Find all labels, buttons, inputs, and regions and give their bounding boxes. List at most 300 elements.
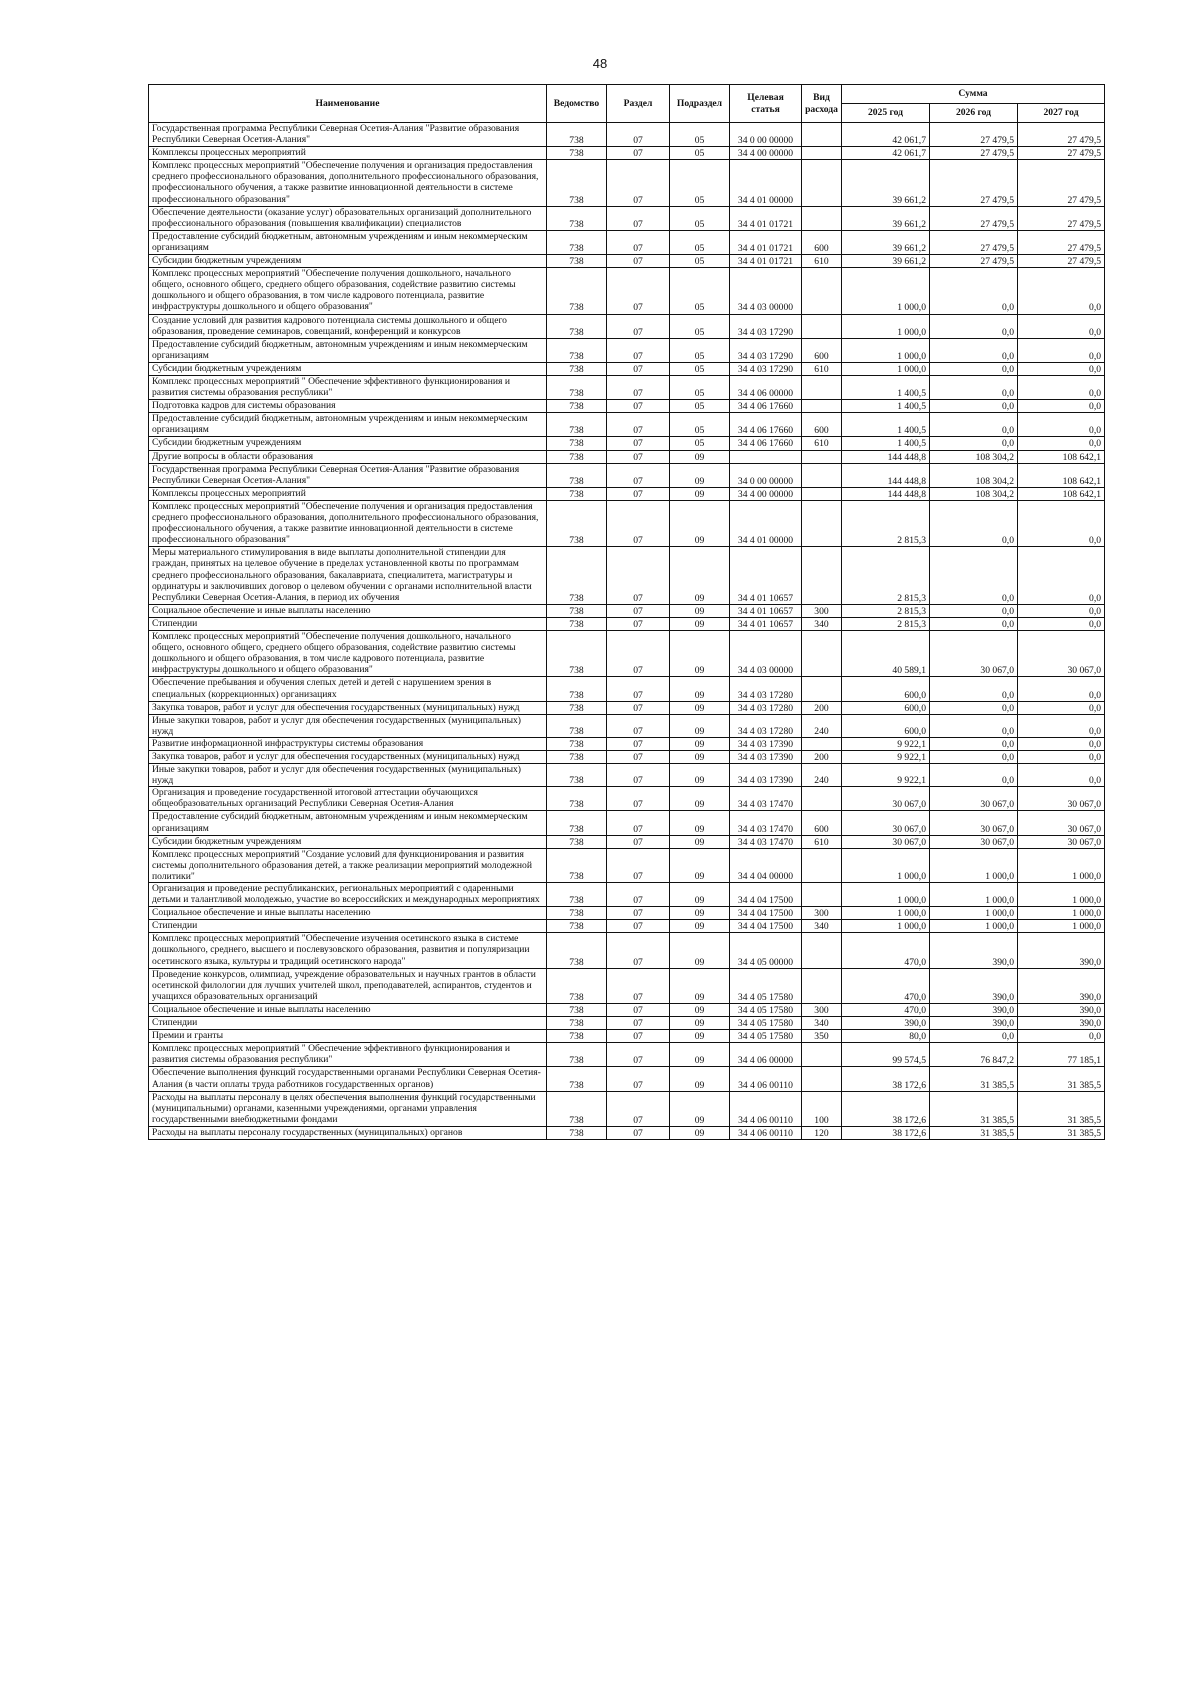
- cell-2027: 0,0: [1018, 338, 1105, 362]
- cell-subsection: 09: [670, 677, 730, 701]
- cell-type: [802, 737, 842, 750]
- cell-type: [802, 450, 842, 463]
- cell-2025: 39 661,2: [842, 206, 930, 230]
- table-row: [149, 437, 1105, 450]
- cell-ministry: 738: [547, 907, 607, 920]
- cell-2027: 0,0: [1018, 547, 1105, 605]
- cell-2026: 0,0: [930, 1030, 1018, 1043]
- cell-2025: 30 067,0: [842, 811, 930, 835]
- cell-2027: 0,0: [1018, 604, 1105, 617]
- cell-ministry: 738: [547, 255, 607, 268]
- cell-subsection: 09: [670, 701, 730, 714]
- cell-type: [802, 1043, 842, 1067]
- header-section: Раздел: [607, 85, 670, 123]
- cell-section: 07: [607, 1003, 670, 1016]
- table-row: [149, 400, 1105, 413]
- cell-target: 34 4 06 17660: [730, 400, 802, 413]
- cell-section: 07: [607, 500, 670, 546]
- header-target: Целевая статья: [730, 85, 802, 123]
- cell-name: Субсидии бюджетным учреждениям: [149, 835, 547, 848]
- cell-subsection: 09: [670, 1126, 730, 1139]
- cell-section: 07: [607, 463, 670, 487]
- cell-subsection: 09: [670, 1003, 730, 1016]
- cell-ministry: 738: [547, 147, 607, 160]
- cell-target: 34 4 03 17290: [730, 314, 802, 338]
- cell-ministry: 738: [547, 206, 607, 230]
- cell-section: 07: [607, 268, 670, 314]
- cell-2026: 0,0: [930, 547, 1018, 605]
- cell-type: [802, 500, 842, 546]
- table-row: [149, 631, 1105, 677]
- cell-ministry: 738: [547, 413, 607, 437]
- header-type: Вид расхода: [802, 85, 842, 123]
- cell-2025: 2 815,3: [842, 617, 930, 630]
- cell-section: 07: [607, 604, 670, 617]
- cell-2026: 390,0: [930, 968, 1018, 1003]
- cell-type: 200: [802, 701, 842, 714]
- cell-2025: 1 400,5: [842, 437, 930, 450]
- cell-2026: 0,0: [930, 338, 1018, 362]
- cell-name: Развитие информационной инфраструктуры системы образования: [149, 737, 547, 750]
- cell-section: 07: [607, 338, 670, 362]
- cell-2026: 0,0: [930, 268, 1018, 314]
- table-row: [149, 764, 1105, 787]
- cell-name: Предоставление субсидий бюджетным, автономным учреждениям и иным некоммерческим организациям: [149, 230, 547, 254]
- cell-target: 34 4 06 17660: [730, 413, 802, 437]
- cell-2027: 0,0: [1018, 750, 1105, 763]
- cell-name: Комплексы процессных мероприятий: [149, 147, 547, 160]
- cell-2026: 30 067,0: [930, 787, 1018, 811]
- cell-target: 34 4 03 17280: [730, 714, 802, 737]
- cell-subsection: 09: [670, 604, 730, 617]
- cell-2025: 38 172,6: [842, 1091, 930, 1126]
- cell-name: Комплекс процессных мероприятий "Обеспечение получения и организация предоставления среднего профессионального образования, дополнительного профессионального образования, профессионального обучения, а также развитие инновационной деятельности в системе профессионального образования": [149, 160, 547, 206]
- table-row: [149, 1030, 1105, 1043]
- cell-ministry: 738: [547, 835, 607, 848]
- cell-2027: 0,0: [1018, 362, 1105, 375]
- cell-name: Премии и гранты: [149, 1030, 547, 1043]
- cell-2025: 1 400,5: [842, 413, 930, 437]
- cell-subsection: 09: [670, 617, 730, 630]
- cell-2027: 0,0: [1018, 376, 1105, 400]
- cell-type: [802, 677, 842, 701]
- cell-2026: 0,0: [930, 750, 1018, 763]
- cell-ministry: 738: [547, 450, 607, 463]
- cell-subsection: 09: [670, 487, 730, 500]
- cell-subsection: 09: [670, 764, 730, 787]
- cell-type: [802, 147, 842, 160]
- cell-2026: 1 000,0: [930, 848, 1018, 882]
- cell-ministry: 738: [547, 1067, 607, 1091]
- cell-section: 07: [607, 811, 670, 835]
- cell-target: 34 4 04 17500: [730, 920, 802, 933]
- cell-ministry: 738: [547, 737, 607, 750]
- cell-2027: 27 479,5: [1018, 206, 1105, 230]
- cell-2027: 108 642,1: [1018, 487, 1105, 500]
- cell-ministry: 738: [547, 883, 607, 907]
- cell-subsection: 09: [670, 750, 730, 763]
- cell-ministry: 738: [547, 230, 607, 254]
- table-row: [149, 968, 1105, 1003]
- cell-ministry: 738: [547, 1030, 607, 1043]
- cell-2026: 390,0: [930, 1003, 1018, 1016]
- cell-name: Обеспечение выполнения функций государственными органами Республики Северная Осетия-Алания (в части оплаты труда работников государственных органов): [149, 1067, 547, 1091]
- cell-name: Государственная программа Республики Северная Осетия-Алания "Развитие образования Республики Северная Осетия-Алания": [149, 123, 547, 147]
- cell-name: Социальное обеспечение и иные выплаты населению: [149, 907, 547, 920]
- cell-2026: 0,0: [930, 362, 1018, 375]
- cell-2025: 39 661,2: [842, 160, 930, 206]
- cell-type: [802, 787, 842, 811]
- cell-name: Предоставление субсидий бюджетным, автономным учреждениям и иным некоммерческим организациям: [149, 413, 547, 437]
- cell-type: [802, 123, 842, 147]
- cell-target: 34 4 05 17580: [730, 1003, 802, 1016]
- header-name: Наименование: [149, 85, 547, 123]
- cell-ministry: 738: [547, 338, 607, 362]
- cell-2025: 1 000,0: [842, 338, 930, 362]
- cell-name: Подготовка кадров для системы образования: [149, 400, 547, 413]
- table-row: [149, 160, 1105, 206]
- cell-type: [802, 631, 842, 677]
- cell-section: 07: [607, 160, 670, 206]
- cell-2027: 31 385,5: [1018, 1067, 1105, 1091]
- cell-type: 340: [802, 1017, 842, 1030]
- cell-ministry: 738: [547, 617, 607, 630]
- cell-target: 34 4 05 17580: [730, 1017, 802, 1030]
- cell-subsection: 05: [670, 230, 730, 254]
- cell-2025: 600,0: [842, 701, 930, 714]
- table-row: [149, 1067, 1105, 1091]
- cell-subsection: 09: [670, 737, 730, 750]
- cell-target: 34 4 03 17390: [730, 737, 802, 750]
- cell-target: 34 4 03 17290: [730, 338, 802, 362]
- cell-name: Стипендии: [149, 920, 547, 933]
- cell-name: Другие вопросы в области образования: [149, 450, 547, 463]
- table-row: [149, 907, 1105, 920]
- cell-2027: 31 385,5: [1018, 1126, 1105, 1139]
- cell-subsection: 09: [670, 933, 730, 968]
- cell-2025: 38 172,6: [842, 1126, 930, 1139]
- cell-2027: 30 067,0: [1018, 631, 1105, 677]
- table-row: [149, 750, 1105, 763]
- cell-type: 300: [802, 1003, 842, 1016]
- cell-type: [802, 463, 842, 487]
- cell-subsection: 05: [670, 314, 730, 338]
- cell-type: 240: [802, 714, 842, 737]
- table-row: [149, 314, 1105, 338]
- cell-type: [802, 883, 842, 907]
- cell-name: Создание условий для развития кадрового потенциала системы дошкольного и общего образования, проведение семинаров, совещаний, конференций и конкурсов: [149, 314, 547, 338]
- cell-subsection: 05: [670, 362, 730, 375]
- cell-section: 07: [607, 968, 670, 1003]
- table-row: [149, 787, 1105, 811]
- cell-subsection: 09: [670, 1067, 730, 1091]
- cell-name: Организация и проведение республиканских, региональных мероприятий с одаренными детьми и талантливой молодежью, участие во всероссийских и международных мероприятиях: [149, 883, 547, 907]
- cell-2026: 30 067,0: [930, 835, 1018, 848]
- table-row: [149, 123, 1105, 147]
- cell-type: 340: [802, 617, 842, 630]
- cell-type: [802, 487, 842, 500]
- table-row: [149, 147, 1105, 160]
- cell-ministry: 738: [547, 463, 607, 487]
- cell-2026: 1 000,0: [930, 883, 1018, 907]
- cell-2027: 390,0: [1018, 1017, 1105, 1030]
- table-row: [149, 547, 1105, 605]
- table-row: [149, 362, 1105, 375]
- cell-2025: 9 922,1: [842, 737, 930, 750]
- cell-subsection: 09: [670, 920, 730, 933]
- cell-ministry: 738: [547, 714, 607, 737]
- cell-2027: 0,0: [1018, 314, 1105, 338]
- cell-2025: 30 067,0: [842, 787, 930, 811]
- table-row: [149, 883, 1105, 907]
- table-row: [149, 677, 1105, 701]
- cell-subsection: 05: [670, 413, 730, 437]
- cell-2025: 2 815,3: [842, 500, 930, 546]
- cell-target: 34 4 04 17500: [730, 907, 802, 920]
- cell-subsection: 09: [670, 500, 730, 546]
- cell-type: 100: [802, 1091, 842, 1126]
- cell-section: 07: [607, 883, 670, 907]
- cell-2025: 144 448,8: [842, 450, 930, 463]
- cell-subsection: 09: [670, 848, 730, 882]
- table-row: [149, 714, 1105, 737]
- table-row: [149, 701, 1105, 714]
- cell-section: 07: [607, 1067, 670, 1091]
- table-row: [149, 413, 1105, 437]
- cell-2027: 30 067,0: [1018, 787, 1105, 811]
- cell-2027: 0,0: [1018, 1030, 1105, 1043]
- table-row: [149, 835, 1105, 848]
- cell-2027: 390,0: [1018, 933, 1105, 968]
- cell-target: 34 4 01 00000: [730, 500, 802, 546]
- cell-2026: 0,0: [930, 677, 1018, 701]
- cell-name: Закупка товаров, работ и услуг для обеспечения государственных (муниципальных) нужд: [149, 701, 547, 714]
- cell-name: Предоставление субсидий бюджетным, автономным учреждениям и иным некоммерческим организациям: [149, 811, 547, 835]
- cell-2027: 0,0: [1018, 437, 1105, 450]
- cell-section: 07: [607, 737, 670, 750]
- cell-2027: 0,0: [1018, 413, 1105, 437]
- cell-2026: 390,0: [930, 1017, 1018, 1030]
- cell-section: 07: [607, 123, 670, 147]
- cell-2025: 470,0: [842, 968, 930, 1003]
- cell-2027: 1 000,0: [1018, 907, 1105, 920]
- cell-2027: 1 000,0: [1018, 920, 1105, 933]
- table-row: [149, 1003, 1105, 1016]
- cell-subsection: 09: [670, 1091, 730, 1126]
- cell-type: 600: [802, 338, 842, 362]
- cell-2025: 1 400,5: [842, 376, 930, 400]
- cell-subsection: 05: [670, 376, 730, 400]
- cell-ministry: 738: [547, 400, 607, 413]
- cell-ministry: 738: [547, 1091, 607, 1126]
- cell-ministry: 738: [547, 787, 607, 811]
- cell-2026: 27 479,5: [930, 230, 1018, 254]
- table-row: [149, 450, 1105, 463]
- cell-name: Расходы на выплаты персоналу в целях обеспечения выполнения функций государственными (муниципальными) органами, казенными учреждениями, органами управления государственными внебюджетными фондами: [149, 1091, 547, 1126]
- table-row: [149, 268, 1105, 314]
- cell-section: 07: [607, 1017, 670, 1030]
- cell-target: 34 4 06 00110: [730, 1067, 802, 1091]
- cell-2027: 30 067,0: [1018, 811, 1105, 835]
- cell-type: 300: [802, 907, 842, 920]
- cell-name: Стипендии: [149, 1017, 547, 1030]
- header-sum: Сумма: [842, 85, 1105, 104]
- cell-2027: 27 479,5: [1018, 147, 1105, 160]
- cell-ministry: 738: [547, 437, 607, 450]
- cell-target: 34 4 03 17390: [730, 750, 802, 763]
- cell-type: [802, 376, 842, 400]
- cell-target: 34 4 03 17470: [730, 835, 802, 848]
- cell-subsection: 09: [670, 631, 730, 677]
- cell-section: 07: [607, 376, 670, 400]
- cell-target: 34 4 01 10657: [730, 604, 802, 617]
- cell-type: [802, 160, 842, 206]
- cell-2025: 1 000,0: [842, 920, 930, 933]
- cell-section: 07: [607, 147, 670, 160]
- cell-2026: 27 479,5: [930, 147, 1018, 160]
- cell-subsection: 09: [670, 883, 730, 907]
- cell-2027: 0,0: [1018, 701, 1105, 714]
- cell-subsection: 09: [670, 450, 730, 463]
- cell-2025: 470,0: [842, 1003, 930, 1016]
- cell-name: Организация и проведение государственной итоговой аттестации обучающихся общеобразовательных организаций Республики Северная Осетия-Алания: [149, 787, 547, 811]
- cell-type: 610: [802, 835, 842, 848]
- cell-ministry: 738: [547, 764, 607, 787]
- cell-ministry: 738: [547, 376, 607, 400]
- cell-2025: 1 400,5: [842, 400, 930, 413]
- cell-section: 07: [607, 920, 670, 933]
- cell-2026: 108 304,2: [930, 463, 1018, 487]
- table-row: [149, 920, 1105, 933]
- cell-2027: 390,0: [1018, 968, 1105, 1003]
- cell-name: Комплекс процессных мероприятий " Обеспечение эффективного функционирования и развития системы образования республики": [149, 376, 547, 400]
- cell-2025: 600,0: [842, 714, 930, 737]
- cell-section: 07: [607, 314, 670, 338]
- cell-2025: 1 000,0: [842, 268, 930, 314]
- cell-target: 34 4 04 00000: [730, 848, 802, 882]
- cell-name: Комплекс процессных мероприятий "Обеспечение получения и организация предоставления среднего профессионального образования, дополнительного профессионального образования, профессионального обучения, а также развитие инновационной деятельности в системе профессионального образования": [149, 500, 547, 546]
- cell-type: [802, 400, 842, 413]
- table-row: [149, 1043, 1105, 1067]
- cell-type: 600: [802, 413, 842, 437]
- cell-2026: 0,0: [930, 714, 1018, 737]
- cell-2025: 42 061,7: [842, 147, 930, 160]
- header-ministry: Ведомство: [547, 85, 607, 123]
- cell-target: 34 4 05 00000: [730, 933, 802, 968]
- cell-target: 34 4 01 00000: [730, 160, 802, 206]
- table-row: [149, 376, 1105, 400]
- cell-type: [802, 206, 842, 230]
- cell-target: 34 4 06 00110: [730, 1126, 802, 1139]
- cell-2026: 27 479,5: [930, 255, 1018, 268]
- cell-2026: 390,0: [930, 933, 1018, 968]
- cell-2026: 31 385,5: [930, 1091, 1018, 1126]
- table-row: [149, 1017, 1105, 1030]
- cell-2026: 0,0: [930, 413, 1018, 437]
- table-row: [149, 500, 1105, 546]
- cell-2026: 0,0: [930, 764, 1018, 787]
- cell-type: [802, 933, 842, 968]
- cell-section: 07: [607, 1126, 670, 1139]
- cell-section: 07: [607, 677, 670, 701]
- cell-2025: 1 000,0: [842, 883, 930, 907]
- table-row: [149, 617, 1105, 630]
- cell-section: 07: [607, 230, 670, 254]
- cell-2026: 108 304,2: [930, 487, 1018, 500]
- cell-type: 610: [802, 437, 842, 450]
- cell-2026: 31 385,5: [930, 1067, 1018, 1091]
- header-2027: 2027 год: [1018, 104, 1105, 123]
- cell-2027: 0,0: [1018, 500, 1105, 546]
- table-row: [149, 230, 1105, 254]
- cell-section: 07: [607, 701, 670, 714]
- cell-ministry: 738: [547, 848, 607, 882]
- cell-2026: 76 847,2: [930, 1043, 1018, 1067]
- cell-section: 07: [607, 631, 670, 677]
- cell-2025: 600,0: [842, 677, 930, 701]
- cell-2025: 390,0: [842, 1017, 930, 1030]
- cell-name: Комплекс процессных мероприятий "Создание условий для функционирования и развития системы дополнительного образования детей, а также реализации мероприятий молодежной политики": [149, 848, 547, 882]
- cell-name: Комплекс процессных мероприятий "Обеспечение изучения осетинского языка в системе дошкольного, среднего, высшего и послевузовского образования, развития и популяризации осетинского языка, культуры и традиций осетинского народа": [149, 933, 547, 968]
- cell-name: Комплекс процессных мероприятий "Обеспечение получения дошкольного, начального общего, основного общего, среднего общего образования, содействие развитию системы дошкольного и общего образования, в том числе кадрового потенциала, развитие инфраструктуры дошкольного и общего образования": [149, 268, 547, 314]
- cell-target: 34 4 04 17500: [730, 883, 802, 907]
- cell-2025: 9 922,1: [842, 750, 930, 763]
- cell-type: 350: [802, 1030, 842, 1043]
- cell-name: Комплекс процессных мероприятий " Обеспечение эффективного функционирования и развития системы образования республики": [149, 1043, 547, 1067]
- cell-name: Меры материального стимулирования в виде выплаты дополнительной стипендии для граждан, принятых на целевое обучение в пределах установленной квоты по программам среднего профессионального образования, бакалавриата, специалитета, магистратуры и ординатуры и заключивших договор о целевом обучении с органами исполнительной власти Республики Северная Осетия-Алания, в период их обучения: [149, 547, 547, 605]
- cell-name: Социальное обеспечение и иные выплаты населению: [149, 1003, 547, 1016]
- cell-section: 07: [607, 750, 670, 763]
- cell-2026: 30 067,0: [930, 811, 1018, 835]
- cell-target: 34 0 00 00000: [730, 463, 802, 487]
- cell-target: [730, 450, 802, 463]
- cell-type: [802, 314, 842, 338]
- table-row: [149, 1126, 1105, 1139]
- cell-target: 34 4 03 00000: [730, 631, 802, 677]
- cell-section: 07: [607, 547, 670, 605]
- cell-subsection: 05: [670, 437, 730, 450]
- cell-subsection: 09: [670, 1030, 730, 1043]
- cell-name: Закупка товаров, работ и услуг для обеспечения государственных (муниципальных) нужд: [149, 750, 547, 763]
- cell-subsection: 05: [670, 255, 730, 268]
- cell-ministry: 738: [547, 1017, 607, 1030]
- cell-ministry: 738: [547, 268, 607, 314]
- cell-2025: 42 061,7: [842, 123, 930, 147]
- cell-ministry: 738: [547, 1003, 607, 1016]
- cell-2027: 27 479,5: [1018, 230, 1105, 254]
- cell-subsection: 05: [670, 338, 730, 362]
- cell-subsection: 05: [670, 123, 730, 147]
- cell-ministry: 738: [547, 920, 607, 933]
- cell-2027: 27 479,5: [1018, 255, 1105, 268]
- cell-2027: 1 000,0: [1018, 883, 1105, 907]
- cell-ministry: 738: [547, 1126, 607, 1139]
- cell-section: 07: [607, 206, 670, 230]
- cell-target: 34 4 06 00000: [730, 376, 802, 400]
- cell-type: 240: [802, 764, 842, 787]
- cell-target: 34 4 06 17660: [730, 437, 802, 450]
- cell-2027: 27 479,5: [1018, 123, 1105, 147]
- cell-2026: 1 000,0: [930, 920, 1018, 933]
- cell-section: 07: [607, 362, 670, 375]
- cell-ministry: 738: [547, 123, 607, 147]
- cell-subsection: 09: [670, 811, 730, 835]
- header-subsection: Подраздел: [670, 85, 730, 123]
- cell-ministry: 738: [547, 933, 607, 968]
- cell-ministry: 738: [547, 487, 607, 500]
- cell-2025: 1 000,0: [842, 907, 930, 920]
- cell-ministry: 738: [547, 701, 607, 714]
